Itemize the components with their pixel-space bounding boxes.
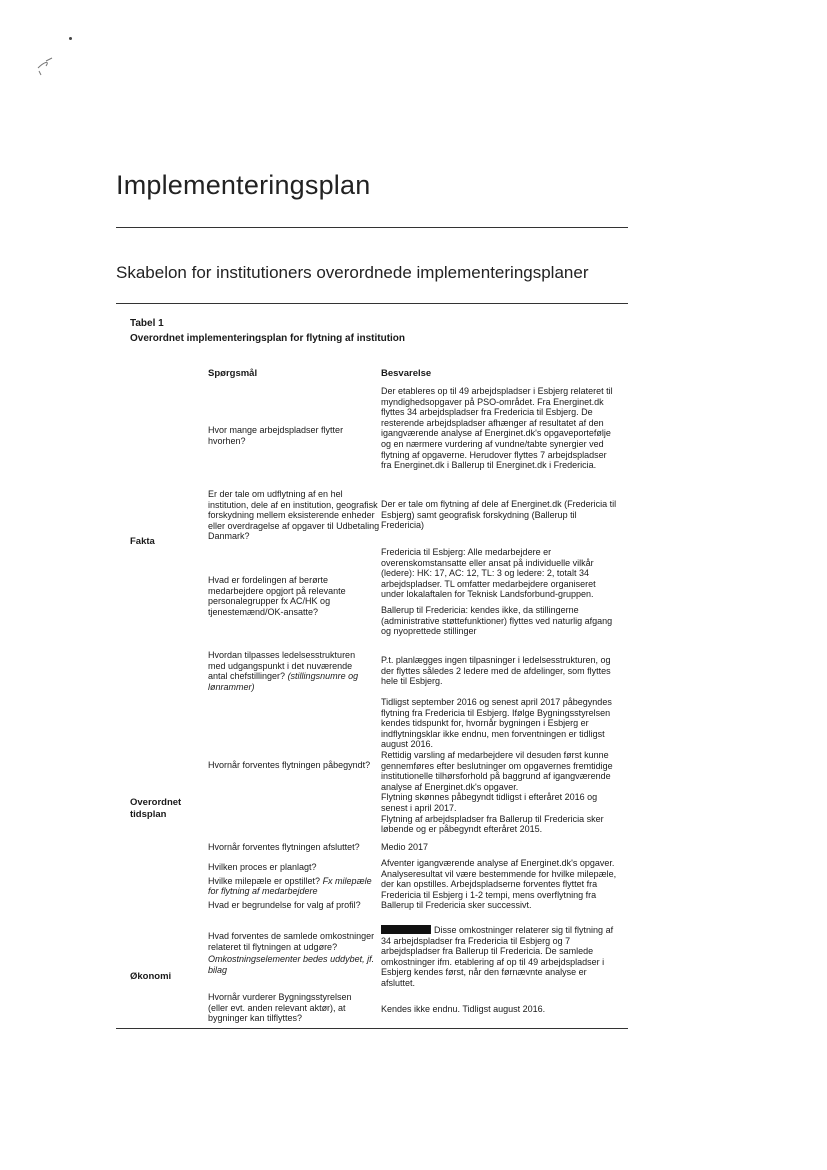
answer-paragraph: Fredericia til Esbjerg: Alle medarbejdere er overenskomstansatte eller ansat på individuelle vilkår (ledere): HK: 17, AC: 12, TL: 3 og ledere: 2, totalt 34 arbejdspladser. TL omfatter medarbejdere organiseret under lokalaftalen for Teknisk Landsforbund-gruppen. xyxy=(381,547,596,600)
question-process-milestones xyxy=(208,862,384,910)
question-milestones xyxy=(208,876,384,897)
question-start-date: Hvornår forventes flytningen påbegyndt? xyxy=(208,760,371,770)
question-profile-reason: Hvad er begrundelse for valg af profil? xyxy=(208,899,361,910)
answer-end-date xyxy=(381,842,619,853)
table-caption: Overordnet implementeringsplan for flytning af institution xyxy=(130,333,406,344)
answer-paragraph: Tidligst september 2016 og senest april 2017 påbegyndes flytning fra Fredericia til Esbjerg. Ifølge Bygningsstyrelsen kendes tidspunkt for, hvornår bygningen i Esbjerg er indflytningsklar ikke endnu, men forventningen er tidligst august 2016. Rettidig varsling af medarbejdere vil desuden først kunne gennemføres efter beslutninger om opgavernes fremtidige institutionelle tilhørsforhold på baggrund af igangværende analyse af Energinet.dk's opgaver. Flytning skønnes påbegyndt tidligst i efteråret 2016 og senest i april 2017. Flytning af arbejdspladser fra Ballerup til Fredericia sker løbende og er påbegyndt efteråret 2015. xyxy=(381,697,613,835)
stray-pen-mark xyxy=(32,48,78,78)
question-text: Hvordan tilpasses ledelsesstrukturen med udgangspunkt i det nuværende antal chefstillinger? xyxy=(208,650,356,682)
answer-workplaces xyxy=(381,386,619,471)
section-label-okonomi: Økonomi xyxy=(130,971,172,982)
answer-text: Disse omkostninger relaterer sig til flytning af 34 arbejdspladser fra Fredericia til Esbjerg og 7 arbejdspladser fra Ballerup til Fredericia. De samlede omkostninger ifm. etablering af op til 49 arbejdspladser i Esbjerg kendes først, når den førnævnte analyse er afsluttet. xyxy=(381,925,614,988)
answer-total-costs xyxy=(381,925,619,989)
answer-paragraph: Ballerup til Fredericia: kendes ikke, da stillingerne (administrative støttefunktioner) flyttes ved naturlig afgang og nyoprettede stillinger xyxy=(381,604,613,637)
answer-paragraph: P.t. planlægges ingen tilpasninger i ledelsesstrukturen, og der flyttes således 2 ledere med de afdelinger, som flyttes hele til Esbjerg. xyxy=(381,655,611,687)
answer-paragraph: Medio 2017 xyxy=(381,842,429,852)
title-divider xyxy=(116,227,628,228)
question-building-ready: Hvornår vurderer Bygningsstyrelsen (eller evt. anden relevant aktør), at bygninger kan tilflyttes? xyxy=(208,992,352,1024)
subtitle-divider xyxy=(116,303,628,304)
question-text: Hvilke milepæle er opstillet? xyxy=(208,875,321,886)
question-end-date: Hvornår forventes flytningen afsluttet? xyxy=(208,842,360,852)
table-bottom-divider xyxy=(116,1028,628,1029)
answer-paragraph: Der etableres op til 49 arbejdspladser i Esbjerg relateret til myndighedsopgaver på PSO-området. Fra Energinet.dk flyttes 34 arbejdspladser fra Fredericia til Esbjerg. De resterende arbejdspladser afhænger af resultatet af den igangværende analyse af Energinet.dk's opgaveportefølje og en nærmere vurdering af vundne/tabte synergier ved flytning af opgaverne. Herudover flyttes 7 arbejdspladser fra Energinet.dk i Ballerup til Energinet.dk i Fredericia. xyxy=(381,386,613,471)
section-label-tidsplan: Overordnet tidsplan xyxy=(130,797,182,820)
answer-paragraph: Kendes ikke endnu. Tidligst august 2016. xyxy=(381,1004,546,1014)
section-label-fakta: Fakta xyxy=(130,536,155,547)
table-label: Tabel 1 xyxy=(130,318,164,329)
answer-start-date xyxy=(381,697,619,835)
answer-staff-distribution xyxy=(381,547,619,637)
column-header-answer: Besvarelse xyxy=(381,368,432,379)
answer-paragraph: Afventer igangværende analyse af Energinet.dk's opgaver. Analyseresultat vil være bestemmende for hvilke milepæle, der kan opstilles. Arbejdspladserne forventes flyttet fra Fredericia til Esbjerg i 1-2 tempi, mens overflytning fra Ballerup til Fredericia sker successivt. xyxy=(381,858,617,911)
question-text: Hvad forventes de samlede omkostninger relateret til flytningen at udgøre? xyxy=(208,931,375,952)
question-relocation-type: Er der tale om udflytning af en hel institution, dele af en institution, geografisk forskydning mellem eksisterende enheder eller overdragelse af opgaver til Udbetaling Danmark? xyxy=(208,489,380,542)
question-italic-note: Omkostningselementer bedes uddybet, jf. bilag xyxy=(208,954,375,975)
question-staff-distribution: Hvad er fordelingen af berørte medarbejdere opgjort på relevante personalegrupper fx AC/HK og tjenestemænd/OK-ansatte? xyxy=(208,575,346,617)
redaction-box xyxy=(381,925,431,934)
question-process: Hvilken proces er planlagt? xyxy=(208,862,317,872)
answer-relocation-type xyxy=(381,499,619,531)
answer-management-structure xyxy=(381,655,619,687)
question-total-costs xyxy=(208,931,378,975)
answer-building-ready xyxy=(381,1004,619,1015)
answer-process-milestones xyxy=(381,858,619,911)
question-italic-note: Fx milepæle for flytning af medarbejdere xyxy=(208,875,372,897)
stray-dot-mark xyxy=(69,37,72,40)
answer-paragraph: Der er tale om flytning af dele af Energinet.dk (Fredericia til Esbjerg) samt geografisk forskydning (Ballerup til Fredericia) xyxy=(381,499,617,531)
column-header-question: Spørgsmål xyxy=(208,368,258,379)
question-italic-note: (stillingsnumre og lønrammer) xyxy=(208,671,359,692)
page-title: Implementeringsplan xyxy=(116,170,371,200)
question-management-structure xyxy=(208,650,374,692)
question-workplaces: Hvor mange arbejdspladser flytter hvorhen? xyxy=(208,425,344,446)
page-subtitle: Skabelon for institutioners overordnede implementeringsplaner xyxy=(116,263,589,282)
